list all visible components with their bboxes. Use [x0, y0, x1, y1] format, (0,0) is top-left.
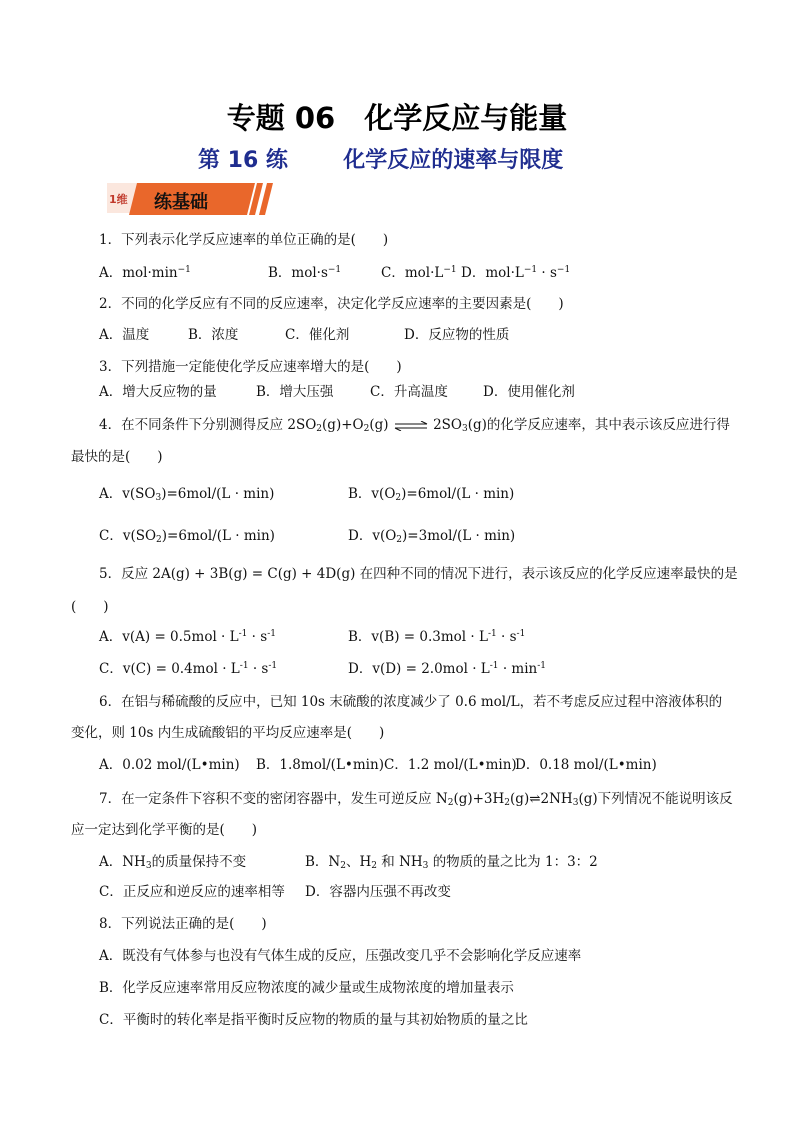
q1-option-d: D．$mol\cdot L^{-1} \cdot s^{-1}$ [461, 265, 571, 281]
q5-stem: 5．反应 2A(g) + 3B(g) = C(g) + 4D(g) 在四种不同的情况下进行，表示该反应的化学反应速率最快的是 [99, 566, 738, 582]
q6-option-c: C．1.2 mol/(L•min) [384, 757, 517, 773]
q3-option-a: A．增大反应物的量 [99, 384, 217, 400]
q1-option-b: B．$mol\cdot s^{-1}$ [268, 265, 342, 281]
q6-stem-line2: 变化，则 10s 内生成硫酸铝的平均反应速率是( ) [71, 725, 385, 741]
q6-option-d: D．0.18 mol/(L•min) [515, 757, 657, 773]
page-subtitle [198, 143, 563, 174]
section-badge: 1维 [109, 193, 128, 206]
section-banner [107, 181, 257, 217]
q2-option-d: D．反应物的性质 [404, 327, 510, 343]
subtitle-topic: 化学反应的速率与限度 [343, 148, 564, 173]
q7-option-b: B．$N_2$、$H_2$ 和 $NH_3$ 的物质的量之比为 1：3：2 [305, 854, 598, 871]
q3-option-c: C．升高温度 [370, 384, 448, 400]
section-label: 练基础 [154, 192, 208, 213]
q5-stem-line2: ( ) [71, 599, 109, 615]
q2-option-b: B．浓度 [188, 327, 239, 343]
q5-option-c: C．$v(C) = 0.4mol \cdot L^{-1} \cdot s^{-1}$ [99, 661, 278, 677]
q1-option-a: A．$mol\cdot\min^{-1}$ [99, 265, 191, 281]
q1-stem: 1．下列表示化学反应速率的单位正确的是( ) [99, 232, 389, 248]
q5-option-a: A．$v(A) = 0.5mol \cdot L^{-1} \cdot s^{-1}$ [99, 629, 276, 645]
q3-stem: 3．下列措施一定能使化学反应速率增大的是( ) [99, 359, 402, 375]
q2-option-a: A．温度 [99, 327, 150, 343]
page-title: 专题 06 化学反应与能量 [226, 101, 568, 135]
q6-option-a: A．0.02 mol/(L•min) [99, 757, 240, 773]
q1-option-c: C．$mol\cdot L^{-1}$ [381, 265, 457, 281]
q4-option-c: C．$v(SO_2)=6mol/(L \cdot \min)$ [99, 528, 275, 545]
q6-option-b: B．1.8mol/(L•min) [256, 757, 384, 773]
q8-option-a: A．既没有气体参与也没有气体生成的反应，压强改变几乎不会影响化学反应速率 [99, 948, 582, 964]
q4-stem: 4．在不同条件下分别测得反应 $2SO_2(g)+O_2(g)$ $2SO_3(g)$的化学反应速率，其中表示该反应进行得 [99, 417, 730, 434]
q7-option-c: C．正反应和逆反应的速率相等 [99, 884, 285, 900]
q7-option-a: A．$NH_3$的质量保持不变 [99, 854, 247, 871]
q4-option-a: A．$v(SO_3)=6mol/(L \cdot \min)$ [99, 486, 275, 503]
equilibrium-arrow-icon [393, 421, 429, 431]
q8-option-b: B．化学反应速率常用反应物浓度的减少量或生成物浓度的增加量表示 [99, 980, 514, 996]
q5-option-d: D．$v(D) = 2.0mol \cdot L^{-1} \cdot \min^{-1}$ [348, 661, 547, 677]
q2-stem: 2．不同的化学反应有不同的反应速率，决定化学反应速率的主要因素是( ) [99, 296, 564, 312]
q8-option-c: C．平衡时的转化率是指平衡时反应物的物质的量与其初始物质的量之比 [99, 1012, 528, 1028]
q7-stem-line2: 应一定达到化学平衡的是( ) [71, 822, 258, 838]
q8-stem: 8．下列说法正确的是( ) [99, 916, 267, 932]
subtitle-number: 第 16 练 [198, 148, 288, 173]
q4-stem-line2: 最快的是( ) [71, 449, 163, 465]
q4-option-d: D．$v(O_2)=3mol/(L \cdot \min)$ [348, 528, 516, 545]
q3-option-d: D．使用催化剂 [483, 384, 575, 400]
q6-stem: 6．在铝与稀硫酸的反应中，已知 10s 末硫酸的浓度减少了 0.6 mol/L，若不考虑反应过程中溶液体积的 [99, 694, 723, 710]
q3-option-b: B．增大压强 [256, 384, 334, 400]
q2-option-c: C．催化剂 [285, 327, 350, 343]
q7-stem: 7．在一定条件下容积不变的密闭容器中，发生可逆反应 $N_2(g)+3H_2(g)\rightleftharpoons 2NH_3(g)$下列情况不能说明该反 [99, 791, 733, 808]
q4-option-b: B．$v(O_2)=6mol/(L \cdot \min)$ [348, 486, 515, 503]
q7-option-d: D．容器内压强不再改变 [305, 884, 451, 900]
q5-option-b: B．$v(B) = 0.3mol \cdot L^{-1} \cdot s^{-1}$ [348, 629, 526, 645]
